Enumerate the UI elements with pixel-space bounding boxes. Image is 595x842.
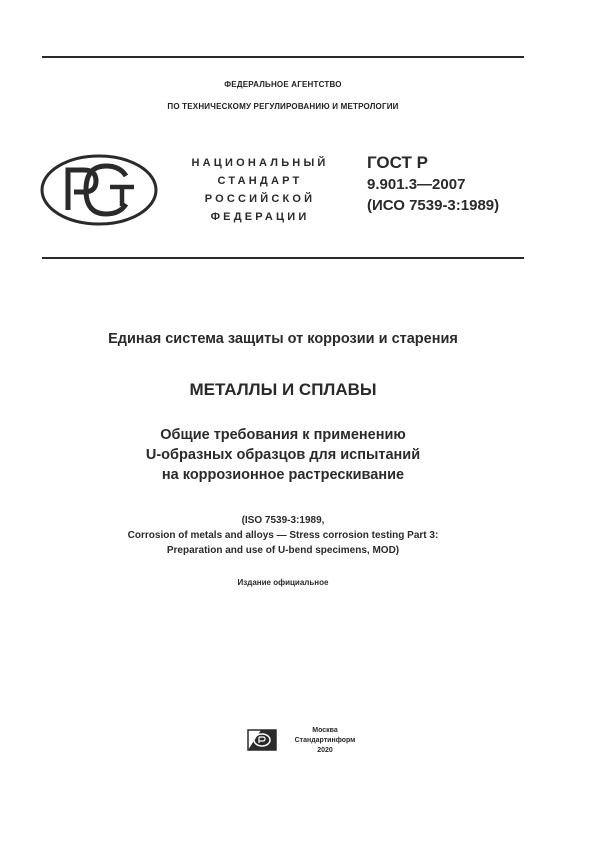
standartinform-logo-icon	[247, 729, 277, 751]
standard-type-line2: СТАНДАРТ	[217, 175, 303, 187]
subtitle	[42, 425, 524, 485]
designation-line1: ГОСТ Р	[367, 153, 428, 172]
iso-reference-line3: Preparation and use of U-bend specimens, MOD)	[166, 545, 400, 556]
standard-type-line4: ФЕДЕРАЦИИ	[210, 211, 310, 223]
designation-line3: (ИСО 7539-3:1989)	[367, 197, 500, 214]
standard-type-line3: РОССИЙСКОЙ	[204, 193, 316, 205]
iso-reference	[42, 513, 524, 558]
subtitle-line3: на коррозионное растрескивание	[161, 467, 405, 483]
edition-label: Издание официальное	[237, 578, 329, 587]
system-title: Единая система защиты от коррозии и старения	[108, 331, 458, 347]
standard-type-line1: НАЦИОНАЛЬНЫЙ	[191, 157, 329, 169]
publisher-info	[285, 726, 365, 756]
subtitle-line2: U-образных образцов для испытаний	[145, 447, 421, 463]
main-title: МЕТАЛЛЫ И СПЛАВЫ	[189, 380, 377, 399]
middle-rule	[42, 257, 524, 259]
rst-logo-icon	[40, 154, 158, 226]
designation-line2: 9.901.3—2007	[367, 176, 466, 193]
publisher-year: 2020	[317, 747, 333, 754]
agency-name-line2: ПО ТЕХНИЧЕСКОМУ РЕГУЛИРОВАНИЮ И МЕТРОЛОГИИ	[167, 102, 399, 111]
agency-name-line1: ФЕДЕРАЛЬНОЕ АГЕНТСТВО	[224, 80, 342, 89]
top-rule	[42, 56, 524, 58]
iso-reference-line2: Corrosion of metals and alloys — Stress corrosion testing Part 3:	[127, 530, 439, 541]
publisher-city: Москва	[312, 727, 338, 734]
standard-type	[172, 154, 348, 226]
publisher-name: Стандартинформ	[294, 737, 356, 744]
subtitle-line1: Общие требования к применению	[160, 427, 406, 443]
iso-reference-line1: (ISO 7539-3:1989,	[241, 515, 325, 526]
standard-designation	[367, 152, 499, 216]
